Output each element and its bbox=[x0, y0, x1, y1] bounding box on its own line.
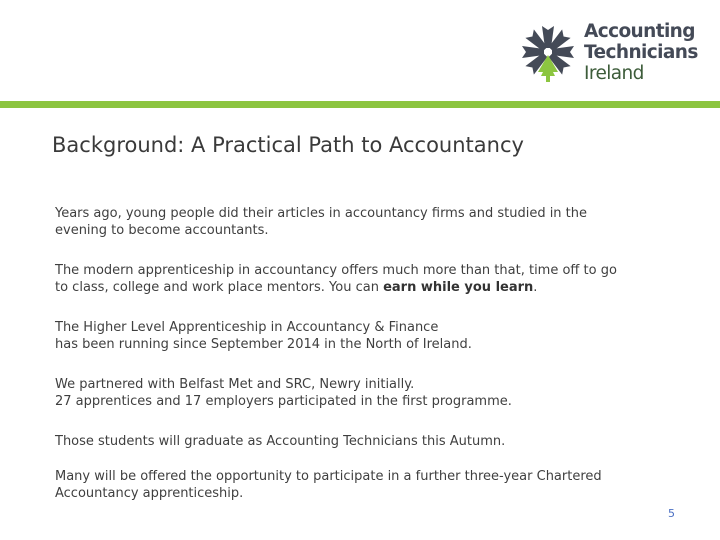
paragraph-line: Accountancy apprenticeship. bbox=[55, 486, 244, 501]
logo-line-technicians: Technicians bbox=[584, 42, 698, 63]
paragraph-history bbox=[55, 205, 680, 239]
paragraph-line: 27 apprentices and 17 employers participated in the first programme. bbox=[55, 394, 512, 409]
paragraph-line: The Higher Level Apprenticeship in Accountancy & Finance bbox=[55, 320, 439, 335]
paragraph-higher-level bbox=[55, 319, 680, 353]
logo-line-ireland: Ireland bbox=[584, 63, 644, 84]
paragraph-partnership bbox=[55, 376, 680, 410]
header-divider bbox=[0, 101, 720, 108]
paragraph-line: Many will be offered the opportunity to participate in a further three-year Chartered bbox=[55, 469, 602, 484]
paragraph-modern-apprenticeship bbox=[55, 262, 680, 296]
paragraph-line: evening to become accountants. bbox=[55, 223, 269, 238]
ati-logo bbox=[516, 18, 700, 84]
logo-line-accounting: Accounting bbox=[584, 21, 695, 42]
paragraph-line bbox=[55, 279, 680, 296]
snowflake-logo-icon bbox=[516, 22, 580, 84]
logo-wordmark bbox=[584, 21, 698, 84]
paragraph-line: Those students will graduate as Accounting Technicians this Autumn. bbox=[55, 434, 506, 449]
paragraph-line: has been running since September 2014 in the North of Ireland. bbox=[55, 337, 472, 352]
page-number: 5 bbox=[668, 507, 675, 520]
paragraph-chartered bbox=[55, 468, 680, 502]
paragraph-line: We partnered with Belfast Met and SRC, Newry initially. bbox=[55, 377, 415, 392]
paragraph-text: to class, college and work place mentors. You can bbox=[55, 280, 384, 295]
paragraph-line: Years ago, young people did their articles in accountancy firms and studied in the bbox=[55, 206, 588, 221]
paragraph-line: The modern apprenticeship in accountancy offers much more than that, time off to go bbox=[55, 263, 617, 278]
emphasis-earn-while-you-learn: earn while you learn bbox=[383, 280, 534, 295]
paragraph-text: . bbox=[533, 280, 538, 295]
paragraph-graduation bbox=[55, 433, 680, 450]
slide-title: Background: A Practical Path to Accountancy bbox=[52, 133, 524, 157]
